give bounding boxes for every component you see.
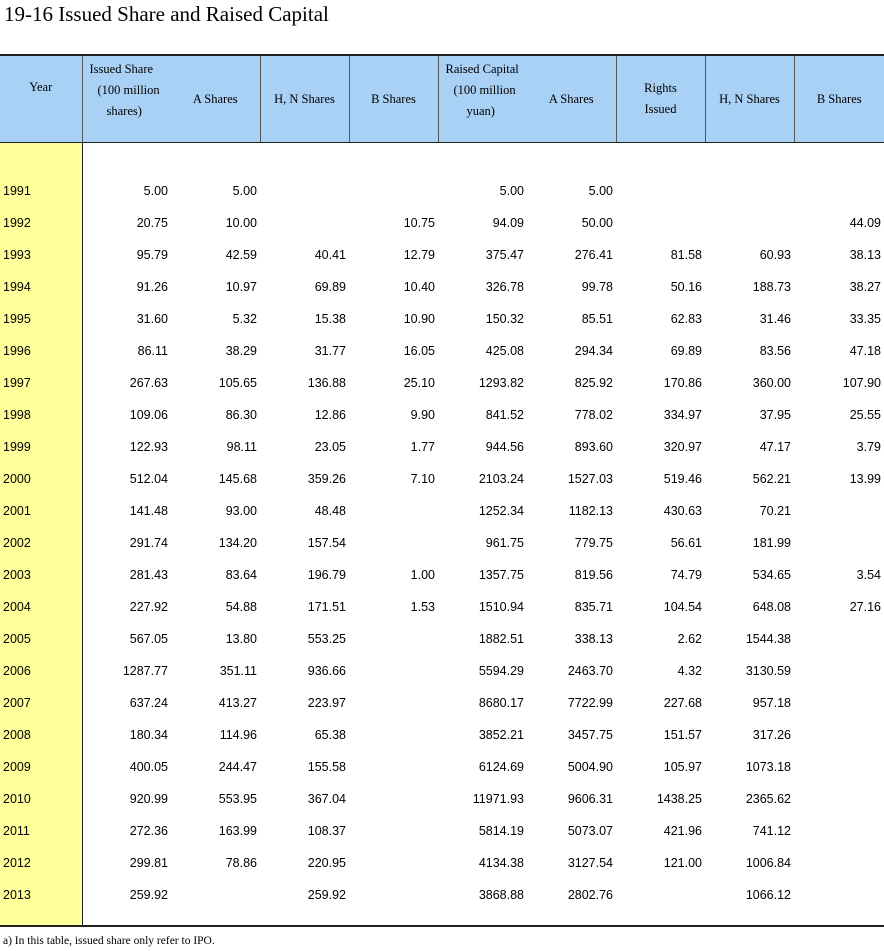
header-year: Year: [0, 55, 82, 143]
cell-raised-capital: 6124.69: [478, 760, 524, 774]
cell-issued-share: 20.75: [136, 216, 168, 230]
cell-hn-shares: 259.92: [307, 888, 346, 902]
cell-issued-share: 180.34: [129, 728, 168, 742]
cell-rc-hn-shares: 1073.18: [745, 760, 791, 774]
cell-rc-a-shares: 2463.70: [567, 664, 613, 678]
header-rc-b-shares: B Shares: [794, 55, 884, 143]
table-row: [0, 847, 884, 879]
cell-issued-share: 637.24: [129, 696, 168, 710]
table-row: [0, 271, 884, 303]
table-row: [0, 303, 884, 335]
cell-rc-b-shares: 3.54: [856, 568, 881, 582]
cell-rc-b-shares: [794, 783, 884, 815]
cell-b-shares: [349, 655, 438, 687]
cell-rights-issued: 62.83: [670, 312, 702, 326]
cell-rc-b-shares: 3.79: [856, 440, 881, 454]
cell-year: 2004: [0, 591, 82, 623]
table-row: [0, 687, 884, 719]
cell-year: 1996: [0, 335, 82, 367]
cell-rc-b-shares: 47.18: [849, 344, 881, 358]
cell-a-shares: 98.11: [226, 440, 257, 454]
cell-hn-shares: 40.41: [314, 248, 346, 262]
cell-raised-capital: 3852.21: [478, 728, 524, 742]
header-raised-capital-line3: yuan): [466, 104, 495, 118]
cell-hn-shares: 108.37: [307, 824, 346, 838]
cell-rc-b-shares: 27.16: [849, 600, 881, 614]
cell-hn-shares: 359.26: [307, 472, 346, 486]
cell-rights-issued: 74.79: [670, 568, 702, 582]
cell-rights-issued: 2.62: [677, 632, 702, 646]
cell-rc-b-shares: [794, 751, 884, 783]
cell-rc-a-shares: 819.56: [574, 568, 613, 582]
cell-raised-capital: 150.32: [485, 312, 524, 326]
cell-hn-shares: 65.38: [314, 728, 346, 742]
cell-rc-a-shares: 2802.76: [567, 888, 613, 902]
cell-a-shares: 42.59: [225, 248, 257, 262]
cell-hn-shares: 553.25: [307, 632, 346, 646]
cell-raised-capital: 8680.17: [478, 696, 524, 710]
cell-rights-issued: [616, 175, 705, 207]
cell-issued-share: 920.99: [129, 792, 168, 806]
table-row: [0, 719, 884, 751]
cell-rights-issued: 227.68: [663, 696, 702, 710]
cell-rights-issued: 170.86: [663, 376, 702, 390]
cell-rc-hn-shares: 3130.59: [745, 664, 791, 678]
cell-raised-capital: 425.08: [485, 344, 524, 358]
cell-issued-share: 5.00: [143, 184, 168, 198]
cell-issued-share: 267.63: [129, 376, 168, 390]
cell-hn-shares: 171.51: [307, 600, 346, 614]
cell-raised-capital: 961.75: [485, 536, 524, 550]
cell-rc-a-shares: 294.34: [574, 344, 613, 358]
cell-raised-capital: 1510.94: [478, 600, 524, 614]
cell-rc-hn-shares: 534.65: [752, 568, 791, 582]
cell-raised-capital: 841.52: [485, 408, 524, 422]
cell-rc-hn-shares: 1066.12: [745, 888, 791, 902]
cell-issued-share: 227.92: [129, 600, 168, 614]
cell-hn-shares: 15.38: [314, 312, 346, 326]
cell-a-shares: 351.11: [219, 664, 257, 678]
cell-hn-shares: 223.97: [307, 696, 346, 710]
table-row: [0, 815, 884, 847]
cell-rc-b-shares: 33.35: [849, 312, 881, 326]
cell-a-shares: 105.65: [218, 376, 257, 390]
cell-rc-a-shares: 50.00: [581, 216, 613, 230]
cell-a-shares: 54.88: [225, 600, 257, 614]
table-row: [0, 335, 884, 367]
cell-rc-a-shares: 3457.75: [567, 728, 613, 742]
cell-year: 2005: [0, 623, 82, 655]
cell-rights-issued: 4.32: [677, 664, 702, 678]
cell-rc-hn-shares: 957.18: [752, 696, 791, 710]
cell-b-shares: [349, 495, 438, 527]
header-rights-line1: Rights: [644, 81, 677, 95]
cell-b-shares: [349, 687, 438, 719]
cell-a-shares: 114.96: [219, 728, 257, 742]
cell-b-shares: [349, 751, 438, 783]
table-row: [0, 879, 884, 911]
cell-rc-a-shares: 779.75: [574, 536, 613, 550]
cell-issued-share: 95.79: [136, 248, 168, 262]
cell-issued-share: 31.60: [136, 312, 168, 326]
cell-raised-capital: 326.78: [485, 280, 524, 294]
cell-rc-hn-shares: 317.26: [752, 728, 791, 742]
table-row: [0, 527, 884, 559]
cell-b-shares: 16.05: [403, 344, 435, 358]
year-column-blank: [0, 911, 82, 926]
cell-hn-shares: [260, 207, 349, 239]
header-raised-capital-line1: Raised Capital: [445, 62, 519, 76]
cell-year: 2000: [0, 463, 82, 495]
cell-rc-a-shares: 825.92: [574, 376, 613, 390]
cell-rc-a-shares: 7722.99: [567, 696, 613, 710]
table-row: [0, 655, 884, 687]
cell-raised-capital: 944.56: [485, 440, 524, 454]
cell-rc-a-shares: 1182.13: [568, 504, 613, 518]
cell-issued-share: 1287.77: [122, 664, 168, 678]
cell-rc-hn-shares: 741.12: [752, 824, 791, 838]
cell-year: 2010: [0, 783, 82, 815]
cell-issued-share: 400.05: [129, 760, 168, 774]
header-b-shares: B Shares: [349, 55, 438, 143]
cell-year: 1994: [0, 271, 82, 303]
table-row: [0, 399, 884, 431]
cell-rc-b-shares: 107.90: [842, 376, 881, 390]
cell-b-shares: 10.90: [403, 312, 435, 326]
table-row: [0, 623, 884, 655]
cell-raised-capital: 1882.51: [478, 632, 524, 646]
cell-b-shares: [349, 847, 438, 879]
table-row: [0, 239, 884, 271]
cell-rc-b-shares: [794, 623, 884, 655]
cell-rc-hn-shares: [705, 207, 794, 239]
table-row: [0, 463, 884, 495]
cell-rc-b-shares: 13.99: [849, 472, 881, 486]
cell-year: 2008: [0, 719, 82, 751]
cell-rc-a-shares: 85.51: [581, 312, 613, 326]
cell-rights-issued: 1438.25: [656, 792, 702, 806]
cell-rc-hn-shares: 47.17: [759, 440, 791, 454]
cell-a-shares: 5.00: [232, 184, 257, 198]
cell-b-shares: [349, 783, 438, 815]
header-issued-share-line3: shares): [106, 104, 142, 118]
cell-year: 1993: [0, 239, 82, 271]
cell-rc-a-shares: 9606.31: [567, 792, 613, 806]
cell-rights-issued: 430.63: [663, 504, 702, 518]
table-row: [0, 751, 884, 783]
cell-rc-b-shares: 38.13: [849, 248, 881, 262]
cell-rc-hn-shares: 2365.62: [745, 792, 791, 806]
cell-b-shares: 10.40: [403, 280, 435, 294]
header-hn-shares: H, N Shares: [260, 55, 349, 143]
cell-hn-shares: 31.77: [314, 344, 346, 358]
cell-hn-shares: 936.66: [307, 664, 346, 678]
cell-year: 2003: [0, 559, 82, 591]
cell-rights-issued: 105.97: [663, 760, 702, 774]
cell-a-shares: 78.86: [225, 856, 257, 870]
cell-b-shares: 9.90: [410, 408, 435, 422]
cell-rc-a-shares: 1527.03: [567, 472, 613, 486]
cell-rc-hn-shares: 562.21: [752, 472, 791, 486]
cell-rights-issued: [616, 207, 705, 239]
cell-rc-a-shares: 338.13: [574, 632, 613, 646]
cell-a-shares: 13.80: [225, 632, 257, 646]
cell-a-shares: 93.00: [225, 504, 257, 518]
cell-issued-share: 259.92: [129, 888, 168, 902]
cell-year: 2006: [0, 655, 82, 687]
cell-raised-capital: 5594.29: [478, 664, 524, 678]
bottom-spacer-row: [0, 911, 884, 926]
cell-b-shares: 1.77: [410, 440, 435, 454]
spacer-cell: [82, 143, 884, 176]
cell-issued-share: 281.43: [129, 568, 168, 582]
cell-a-shares: 86.30: [225, 408, 257, 422]
table-row: [0, 367, 884, 399]
cell-rc-b-shares: [794, 495, 884, 527]
cell-rc-a-shares: 5.00: [588, 184, 613, 198]
cell-rc-b-shares: [794, 655, 884, 687]
cell-raised-capital: 5814.19: [478, 824, 524, 838]
cell-issued-share: 91.26: [136, 280, 168, 294]
cell-raised-capital: 5.00: [499, 184, 524, 198]
cell-rc-hn-shares: [705, 175, 794, 207]
cell-rights-issued: 151.57: [663, 728, 702, 742]
cell-year: 1998: [0, 399, 82, 431]
cell-rc-b-shares: [794, 527, 884, 559]
cell-a-shares: 5.32: [232, 312, 257, 326]
cell-hn-shares: 48.48: [314, 504, 346, 518]
cell-b-shares: 1.00: [410, 568, 435, 582]
cell-hn-shares: 136.88: [307, 376, 346, 390]
cell-rights-issued: 334.97: [663, 408, 702, 422]
cell-rc-hn-shares: 360.00: [752, 376, 791, 390]
header-issued-share-line1: Issued Share: [89, 62, 154, 76]
cell-rc-a-shares: 276.41: [574, 248, 613, 262]
cell-raised-capital: 11971.93: [472, 792, 524, 806]
cell-a-shares: 163.99: [218, 824, 257, 838]
cell-hn-shares: 157.54: [307, 536, 346, 550]
cell-rc-a-shares: 835.71: [574, 600, 613, 614]
cell-issued-share: 272.36: [129, 824, 168, 838]
cell-year: 2013: [0, 879, 82, 911]
cell-year: 1999: [0, 431, 82, 463]
cell-rc-a-shares: 778.02: [574, 408, 613, 422]
header-raised-capital: [438, 55, 527, 143]
cell-rc-b-shares: [794, 687, 884, 719]
cell-rc-a-shares: 893.60: [574, 440, 613, 454]
cell-rc-a-shares: 99.78: [581, 280, 613, 294]
cell-b-shares: [349, 175, 438, 207]
header-issued-share: [82, 55, 171, 143]
footnote: a) In this table, issued share only refer to IPO.: [3, 935, 215, 947]
cell-b-shares: [349, 527, 438, 559]
cell-rc-hn-shares: 648.08: [752, 600, 791, 614]
cell-raised-capital: 94.09: [492, 216, 524, 230]
cell-rc-hn-shares: 1544.38: [745, 632, 791, 646]
cell-rc-b-shares: 25.55: [849, 408, 881, 422]
cell-rc-a-shares: 3127.54: [567, 856, 613, 870]
cell-a-shares: 10.00: [225, 216, 257, 230]
header-rights-issued: [616, 55, 705, 143]
cell-issued-share: 141.48: [129, 504, 168, 518]
cell-hn-shares: 367.04: [307, 792, 346, 806]
table-body: [0, 175, 884, 911]
cell-year: 1992: [0, 207, 82, 239]
header-raised-capital-line2: (100 million: [453, 83, 516, 97]
cell-rights-issued: 81.58: [670, 248, 702, 262]
cell-raised-capital: 3868.88: [478, 888, 524, 902]
cell-a-shares: 134.20: [218, 536, 257, 550]
cell-rc-a-shares: 5004.90: [567, 760, 613, 774]
cell-rc-hn-shares: 37.95: [759, 408, 791, 422]
header-a-shares: A Shares: [171, 55, 260, 143]
cell-b-shares: [349, 719, 438, 751]
cell-raised-capital: 2103.24: [478, 472, 524, 486]
cell-rights-issued: 56.61: [670, 536, 702, 550]
cell-hn-shares: 220.95: [307, 856, 346, 870]
table-header: [0, 55, 884, 143]
table-row: [0, 431, 884, 463]
header-issued-share-line2: (100 million: [97, 83, 160, 97]
year-column-blank: [0, 143, 82, 176]
cell-rc-hn-shares: 70.21: [759, 504, 791, 518]
cell-rc-b-shares: 44.09: [849, 216, 881, 230]
cell-hn-shares: 12.86: [314, 408, 346, 422]
cell-year: 2011: [0, 815, 82, 847]
cell-a-shares: 145.68: [218, 472, 257, 486]
cell-raised-capital: 375.47: [485, 248, 524, 262]
cell-issued-share: 86.11: [137, 344, 168, 358]
cell-year: 1995: [0, 303, 82, 335]
cell-b-shares: [349, 815, 438, 847]
page-title: 19-16 Issued Share and Raised Capital: [4, 2, 329, 26]
cell-b-shares: [349, 879, 438, 911]
cell-a-shares: 244.47: [218, 760, 257, 774]
table-row: [0, 591, 884, 623]
table-row: [0, 175, 884, 207]
cell-year: 2009: [0, 751, 82, 783]
cell-issued-share: 122.93: [129, 440, 168, 454]
cell-b-shares: 25.10: [403, 376, 435, 390]
cell-rc-hn-shares: 31.46: [759, 312, 791, 326]
cell-raised-capital: 1357.75: [478, 568, 524, 582]
cell-b-shares: 12.79: [403, 248, 435, 262]
cell-rights-issued: 104.54: [663, 600, 702, 614]
cell-rc-b-shares: [794, 175, 884, 207]
cell-hn-shares: 23.05: [314, 440, 346, 454]
cell-year: 2002: [0, 527, 82, 559]
cell-rights-issued: 50.16: [670, 280, 702, 294]
table-row: [0, 559, 884, 591]
cell-raised-capital: 1252.34: [478, 504, 524, 518]
cell-b-shares: 10.75: [403, 216, 435, 230]
cell-a-shares: 413.27: [218, 696, 257, 710]
header-rc-hn-shares: H, N Shares: [705, 55, 794, 143]
cell-b-shares: 1.53: [410, 600, 435, 614]
cell-rc-hn-shares: 60.93: [759, 248, 791, 262]
cell-issued-share: 299.81: [129, 856, 168, 870]
cell-raised-capital: 1293.82: [478, 376, 524, 390]
cell-rc-b-shares: 38.27: [849, 280, 881, 294]
cell-rc-b-shares: [794, 719, 884, 751]
cell-b-shares: 7.10: [410, 472, 435, 486]
cell-a-shares: [171, 879, 260, 911]
cell-issued-share: 109.06: [129, 408, 168, 422]
header-rights-line2: Issued: [644, 102, 677, 116]
cell-rc-a-shares: 5073.07: [567, 824, 613, 838]
cell-year: 2001: [0, 495, 82, 527]
cell-hn-shares: 196.79: [307, 568, 346, 582]
cell-a-shares: 83.64: [225, 568, 257, 582]
cell-a-shares: 10.97: [225, 280, 257, 294]
cell-year: 2007: [0, 687, 82, 719]
cell-rc-b-shares: [794, 847, 884, 879]
cell-raised-capital: 4134.38: [478, 856, 524, 870]
cell-rc-b-shares: [794, 879, 884, 911]
cell-issued-share: 567.05: [129, 632, 168, 646]
cell-rights-issued: [616, 879, 705, 911]
table-row: [0, 207, 884, 239]
cell-rights-issued: 519.46: [663, 472, 702, 486]
cell-issued-share: 291.74: [129, 536, 168, 550]
cell-hn-shares: 69.89: [314, 280, 346, 294]
cell-year: 1991: [0, 175, 82, 207]
spacer-row: [0, 143, 884, 176]
cell-year: 1997: [0, 367, 82, 399]
cell-rc-hn-shares: 181.99: [752, 536, 791, 550]
cell-rights-issued: 69.89: [670, 344, 702, 358]
cell-a-shares: 553.95: [218, 792, 257, 806]
cell-rc-hn-shares: 188.73: [752, 280, 791, 294]
cell-a-shares: 38.29: [225, 344, 257, 358]
header-rc-a-shares: A Shares: [527, 55, 616, 143]
cell-rc-hn-shares: 1006.84: [745, 856, 791, 870]
cell-rc-b-shares: [794, 815, 884, 847]
cell-hn-shares: [260, 175, 349, 207]
table-row: [0, 783, 884, 815]
cell-rights-issued: 421.96: [663, 824, 702, 838]
share-capital-table: [0, 54, 884, 927]
cell-rights-issued: 121.00: [663, 856, 702, 870]
cell-rc-hn-shares: 83.56: [759, 344, 791, 358]
cell-year: 2012: [0, 847, 82, 879]
cell-b-shares: [349, 623, 438, 655]
cell-hn-shares: 155.58: [307, 760, 346, 774]
bottom-spacer-cell: [82, 911, 884, 926]
table-row: [0, 495, 884, 527]
cell-issued-share: 512.04: [129, 472, 168, 486]
cell-rights-issued: 320.97: [663, 440, 702, 454]
